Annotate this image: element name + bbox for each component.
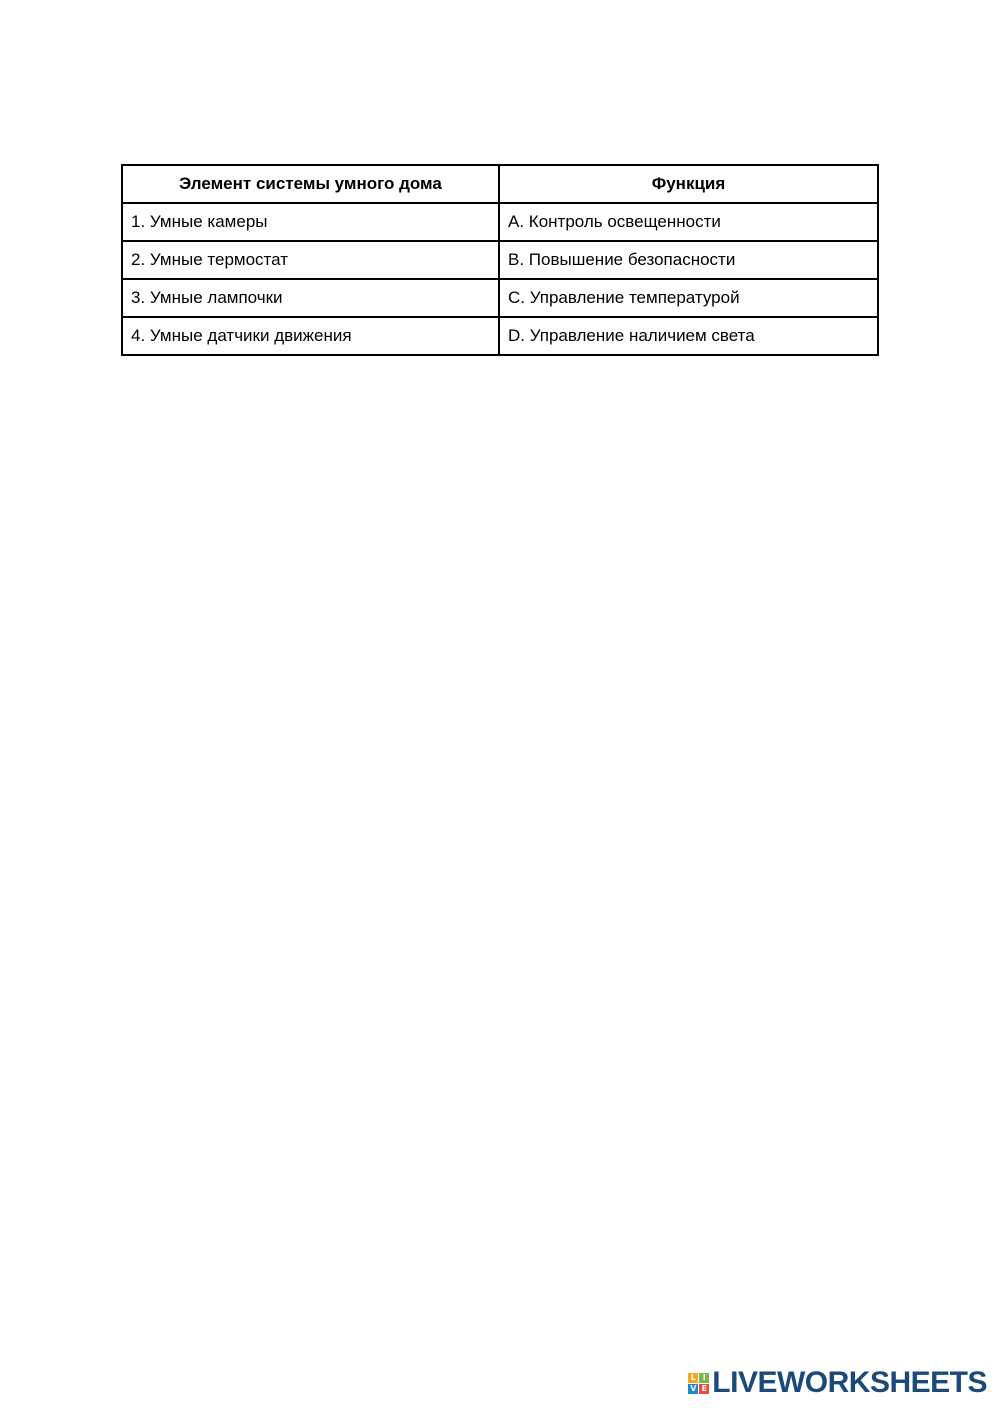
element-cell: 2. Умные термостат xyxy=(122,241,499,279)
table-row xyxy=(122,203,878,241)
header-function: Функция xyxy=(499,165,878,203)
logo-block-l: L xyxy=(688,1373,698,1383)
table-header-row xyxy=(122,165,878,203)
logo-text: LIVEWORKSHEETS xyxy=(712,1366,987,1399)
function-cell: C. Управление температурой xyxy=(499,279,878,317)
table-row xyxy=(122,317,878,355)
function-cell: A. Контроль освещенности xyxy=(499,203,878,241)
logo-blocks-icon xyxy=(688,1373,709,1394)
function-cell: D. Управление наличием света xyxy=(499,317,878,355)
table-row xyxy=(122,241,878,279)
liveworksheets-logo xyxy=(688,1368,987,1398)
matching-table xyxy=(121,164,879,356)
function-cell: B. Повышение безопасности xyxy=(499,241,878,279)
header-element: Элемент системы умного дома xyxy=(122,165,499,203)
logo-block-e: E xyxy=(699,1384,709,1394)
table-row xyxy=(122,279,878,317)
element-cell: 4. Умные датчики движения xyxy=(122,317,499,355)
logo-block-v: V xyxy=(690,1383,697,1393)
logo-block-i: I xyxy=(699,1373,709,1383)
element-cell: 1. Умные камеры xyxy=(122,203,499,241)
element-cell: 3. Умные лампочки xyxy=(122,279,499,317)
